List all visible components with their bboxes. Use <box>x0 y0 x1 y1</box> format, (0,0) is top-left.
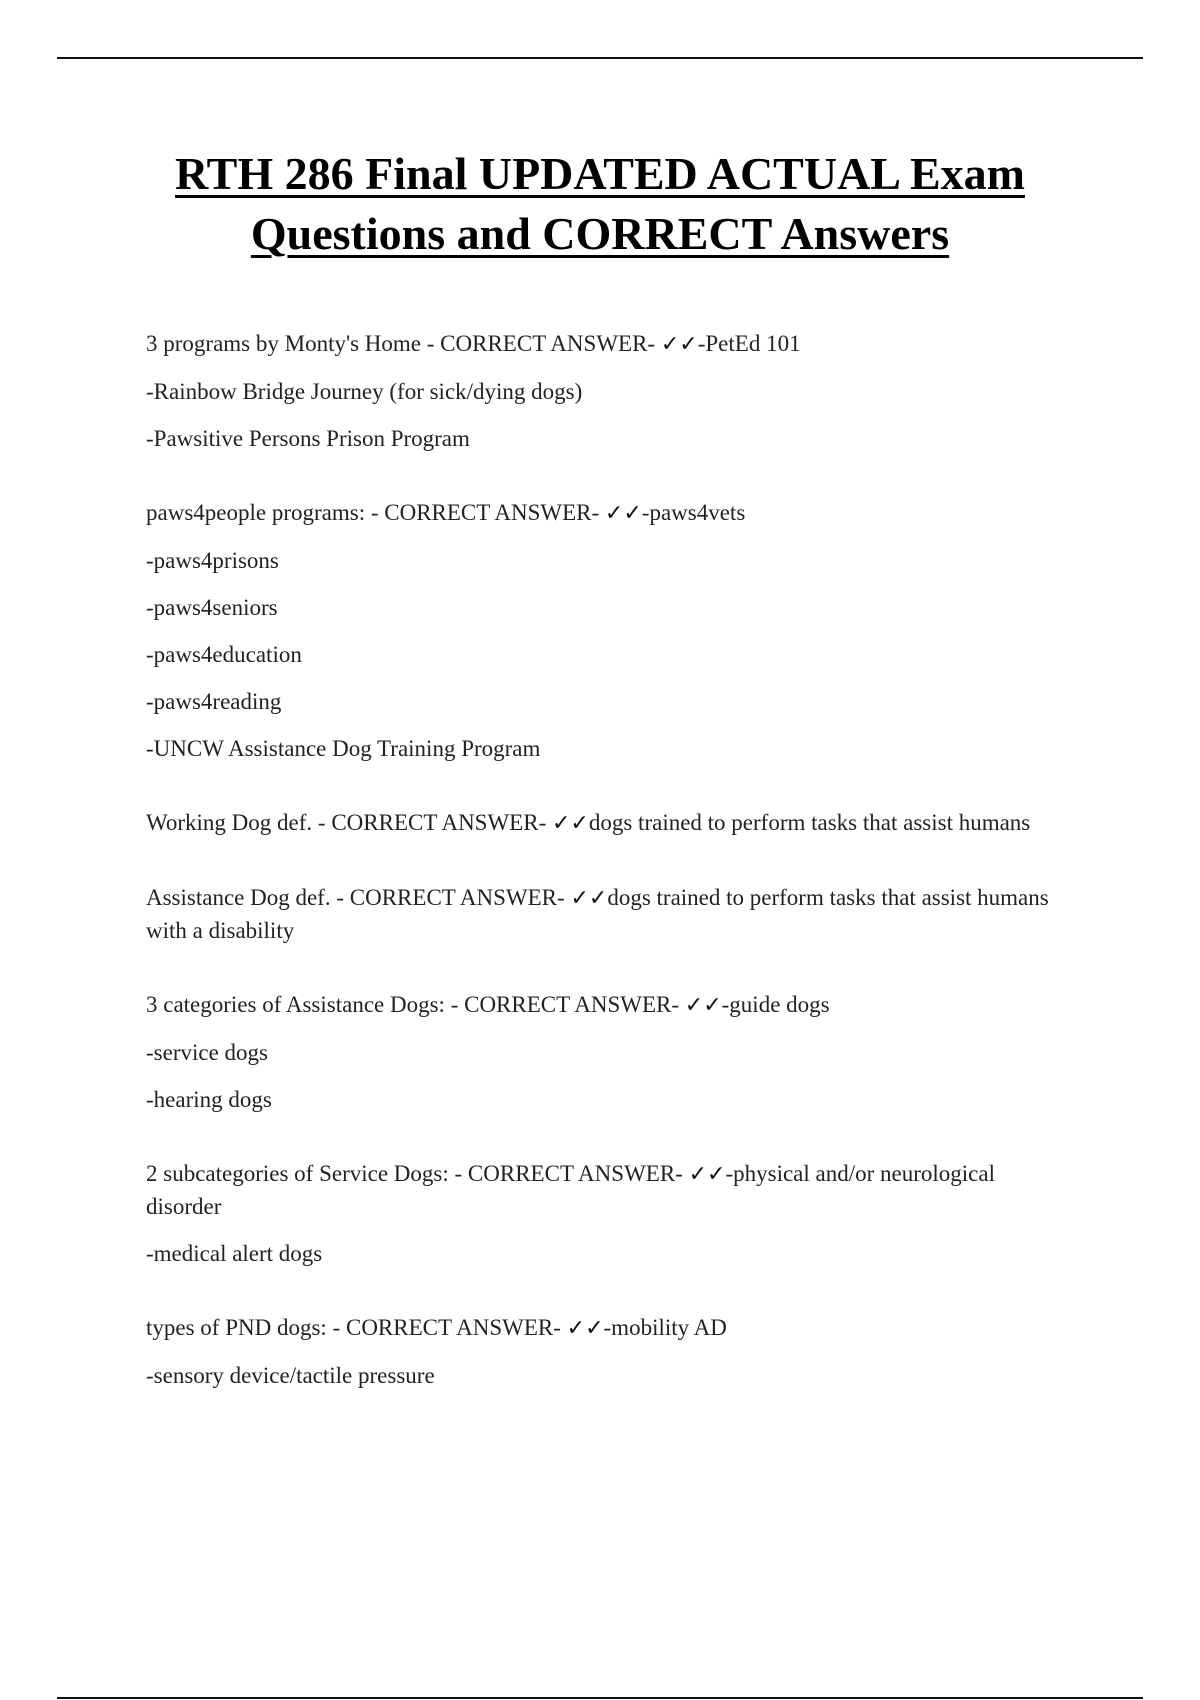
answer-text: dogs trained to perform tasks that assist humans with a disability <box>146 885 1049 943</box>
top-rule <box>57 57 1143 59</box>
double-check-icon: ✓✓ <box>551 811 589 836</box>
bottom-rule <box>57 1697 1143 1699</box>
answer-item: -UNCW Assistance Dog Training Program <box>146 736 541 761</box>
correct-answer-label: - CORRECT ANSWER- <box>332 1315 567 1340</box>
title-line-1: RTH 286 Final UPDATED ACTUAL Exam <box>175 148 1025 199</box>
answer-item: -paws4reading <box>146 689 282 714</box>
answer-item: -medical alert dogs <box>146 1241 323 1266</box>
qa-entry <box>146 882 1066 947</box>
qa-entry <box>146 807 1066 840</box>
answer-item: -service dogs <box>146 1040 268 1065</box>
qa-entry <box>146 497 1066 765</box>
double-check-icon: ✓✓ <box>604 501 642 526</box>
qa-question-line <box>146 989 1066 1022</box>
answer-text: -paws4vets <box>641 500 746 525</box>
answer-text: -PetEd 101 <box>697 331 801 356</box>
answer-item: -paws4education <box>146 642 302 667</box>
answer-text: -guide dogs <box>721 992 830 1017</box>
qa-entry <box>146 1158 1066 1270</box>
question-answer-list <box>146 328 1066 1434</box>
document-title <box>80 144 1120 264</box>
answer-item: -paws4seniors <box>146 595 278 620</box>
correct-answer-label: - CORRECT ANSWER- <box>336 885 571 910</box>
correct-answer-label: - CORRECT ANSWER- <box>370 500 605 525</box>
qa-entry <box>146 989 1066 1116</box>
qa-question-line <box>146 1158 1066 1223</box>
correct-answer-label: - CORRECT ANSWER- <box>317 810 552 835</box>
qa-question-line <box>146 497 1066 530</box>
qa-entry <box>146 328 1066 455</box>
qa-question-line <box>146 807 1066 840</box>
answer-item: -hearing dogs <box>146 1087 272 1112</box>
answer-text: dogs trained to perform tasks that assist humans <box>588 810 1031 835</box>
double-check-icon: ✓✓ <box>688 1162 726 1187</box>
question-text: types of PND dogs: <box>146 1315 333 1340</box>
question-text: Assistance Dog def. <box>146 885 337 910</box>
correct-answer-label: - CORRECT ANSWER- <box>450 992 685 1017</box>
double-check-icon: ✓✓ <box>660 332 698 357</box>
qa-question-line <box>146 1312 1066 1345</box>
double-check-icon: ✓✓ <box>570 886 608 911</box>
qa-question-line <box>146 882 1066 947</box>
question-text: 3 programs by Monty's Home <box>146 331 427 356</box>
answer-text: -physical and/or neurological disorder <box>146 1161 995 1219</box>
answer-item: -sensory device/tactile pressure <box>146 1363 435 1388</box>
qa-entry <box>146 1312 1066 1392</box>
correct-answer-label: - CORRECT ANSWER- <box>454 1161 689 1186</box>
question-text: Working Dog def. <box>146 810 318 835</box>
question-text: 2 subcategories of Service Dogs: <box>146 1161 455 1186</box>
question-text: 3 categories of Assistance Dogs: <box>146 992 451 1017</box>
title-line-2: Questions and CORRECT Answers <box>250 208 950 259</box>
qa-question-line <box>146 328 1066 361</box>
answer-item: -paws4prisons <box>146 548 279 573</box>
correct-answer-label: - CORRECT ANSWER- <box>426 331 661 356</box>
answer-item: -Rainbow Bridge Journey (for sick/dying dogs) <box>146 379 583 404</box>
question-text: paws4people programs: <box>146 500 371 525</box>
answer-text: -mobility AD <box>603 1315 727 1340</box>
double-check-icon: ✓✓ <box>566 1316 604 1341</box>
double-check-icon: ✓✓ <box>684 993 722 1018</box>
answer-item: -Pawsitive Persons Prison Program <box>146 426 470 451</box>
